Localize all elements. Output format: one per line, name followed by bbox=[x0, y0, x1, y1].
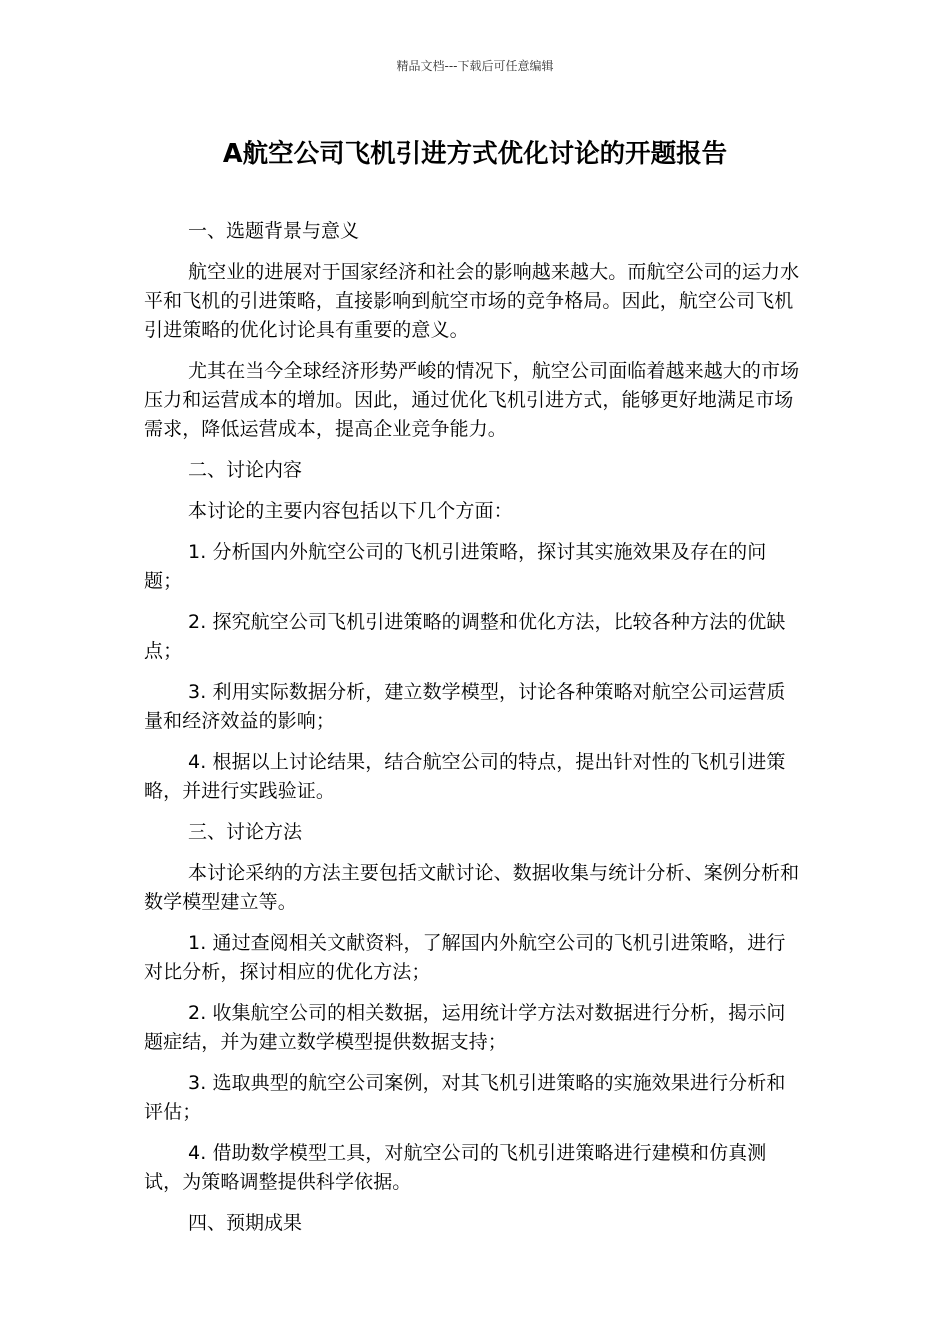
document-title: A航空公司飞机引进方式优化讨论的开题报告 bbox=[222, 139, 728, 169]
list-item: 2. 探究航空公司飞机引进策略的调整和优化方法，比较各种方法的优缺点； bbox=[144, 611, 786, 662]
section-heading-method: 三、讨论方法 bbox=[188, 821, 303, 843]
paragraph: 航空业的进展对于国家经济和社会的影响越来越大。而航空公司的运力水平和飞机的引进策略，直接影响到航空市场的竞争格局。因此，航空公司飞机引进策略的优化讨论具有重要的意义。 bbox=[144, 261, 800, 341]
section-heading-background: 一、选题背景与意义 bbox=[188, 220, 360, 242]
list-item: 4. 借助数学模型工具，对航空公司的飞机引进策略进行建模和仿真测试，为策略调整提供科学依据。 bbox=[144, 1142, 767, 1193]
list-item: 4. 根据以上讨论结果，结合航空公司的特点，提出针对性的飞机引进策略，并进行实践验证。 bbox=[144, 751, 786, 802]
document-body bbox=[144, 217, 800, 1250]
list-item: 1. 分析国内外航空公司的飞机引进策略，探讨其实施效果及存在的问题； bbox=[144, 541, 767, 592]
list-item: 3. 选取典型的航空公司案例，对其飞机引进策略的实施效果进行分析和评估； bbox=[144, 1072, 786, 1123]
paragraph: 本讨论的主要内容包括以下几个方面： bbox=[188, 500, 513, 522]
list-item: 1. 通过查阅相关文献资料，了解国内外航空公司的飞机引进策略，进行对比分析，探讨相应的优化方法； bbox=[144, 932, 786, 983]
page-header-watermark: 精品文档---下载后可任意编辑 bbox=[396, 59, 554, 73]
paragraph: 尤其在当今全球经济形势严峻的情况下，航空公司面临着越来越大的市场压力和运营成本的增加。因此，通过优化飞机引进方式，能够更好地满足市场需求，降低运营成本，提高企业竞争能力。 bbox=[144, 360, 800, 440]
paragraph: 本讨论采纳的方法主要包括文献讨论、数据收集与统计分析、案例分析和数学模型建立等。 bbox=[144, 862, 800, 913]
section-heading-content: 二、讨论内容 bbox=[188, 459, 303, 481]
list-item: 2. 收集航空公司的相关数据，运用统计学方法对数据进行分析，揭示问题症结，并为建立数学模型提供数据支持； bbox=[144, 1002, 786, 1053]
section-heading-expected-results: 四、预期成果 bbox=[188, 1212, 303, 1234]
list-item: 3. 利用实际数据分析，建立数学模型，讨论各种策略对航空公司运营质量和经济效益的影响； bbox=[144, 681, 786, 732]
